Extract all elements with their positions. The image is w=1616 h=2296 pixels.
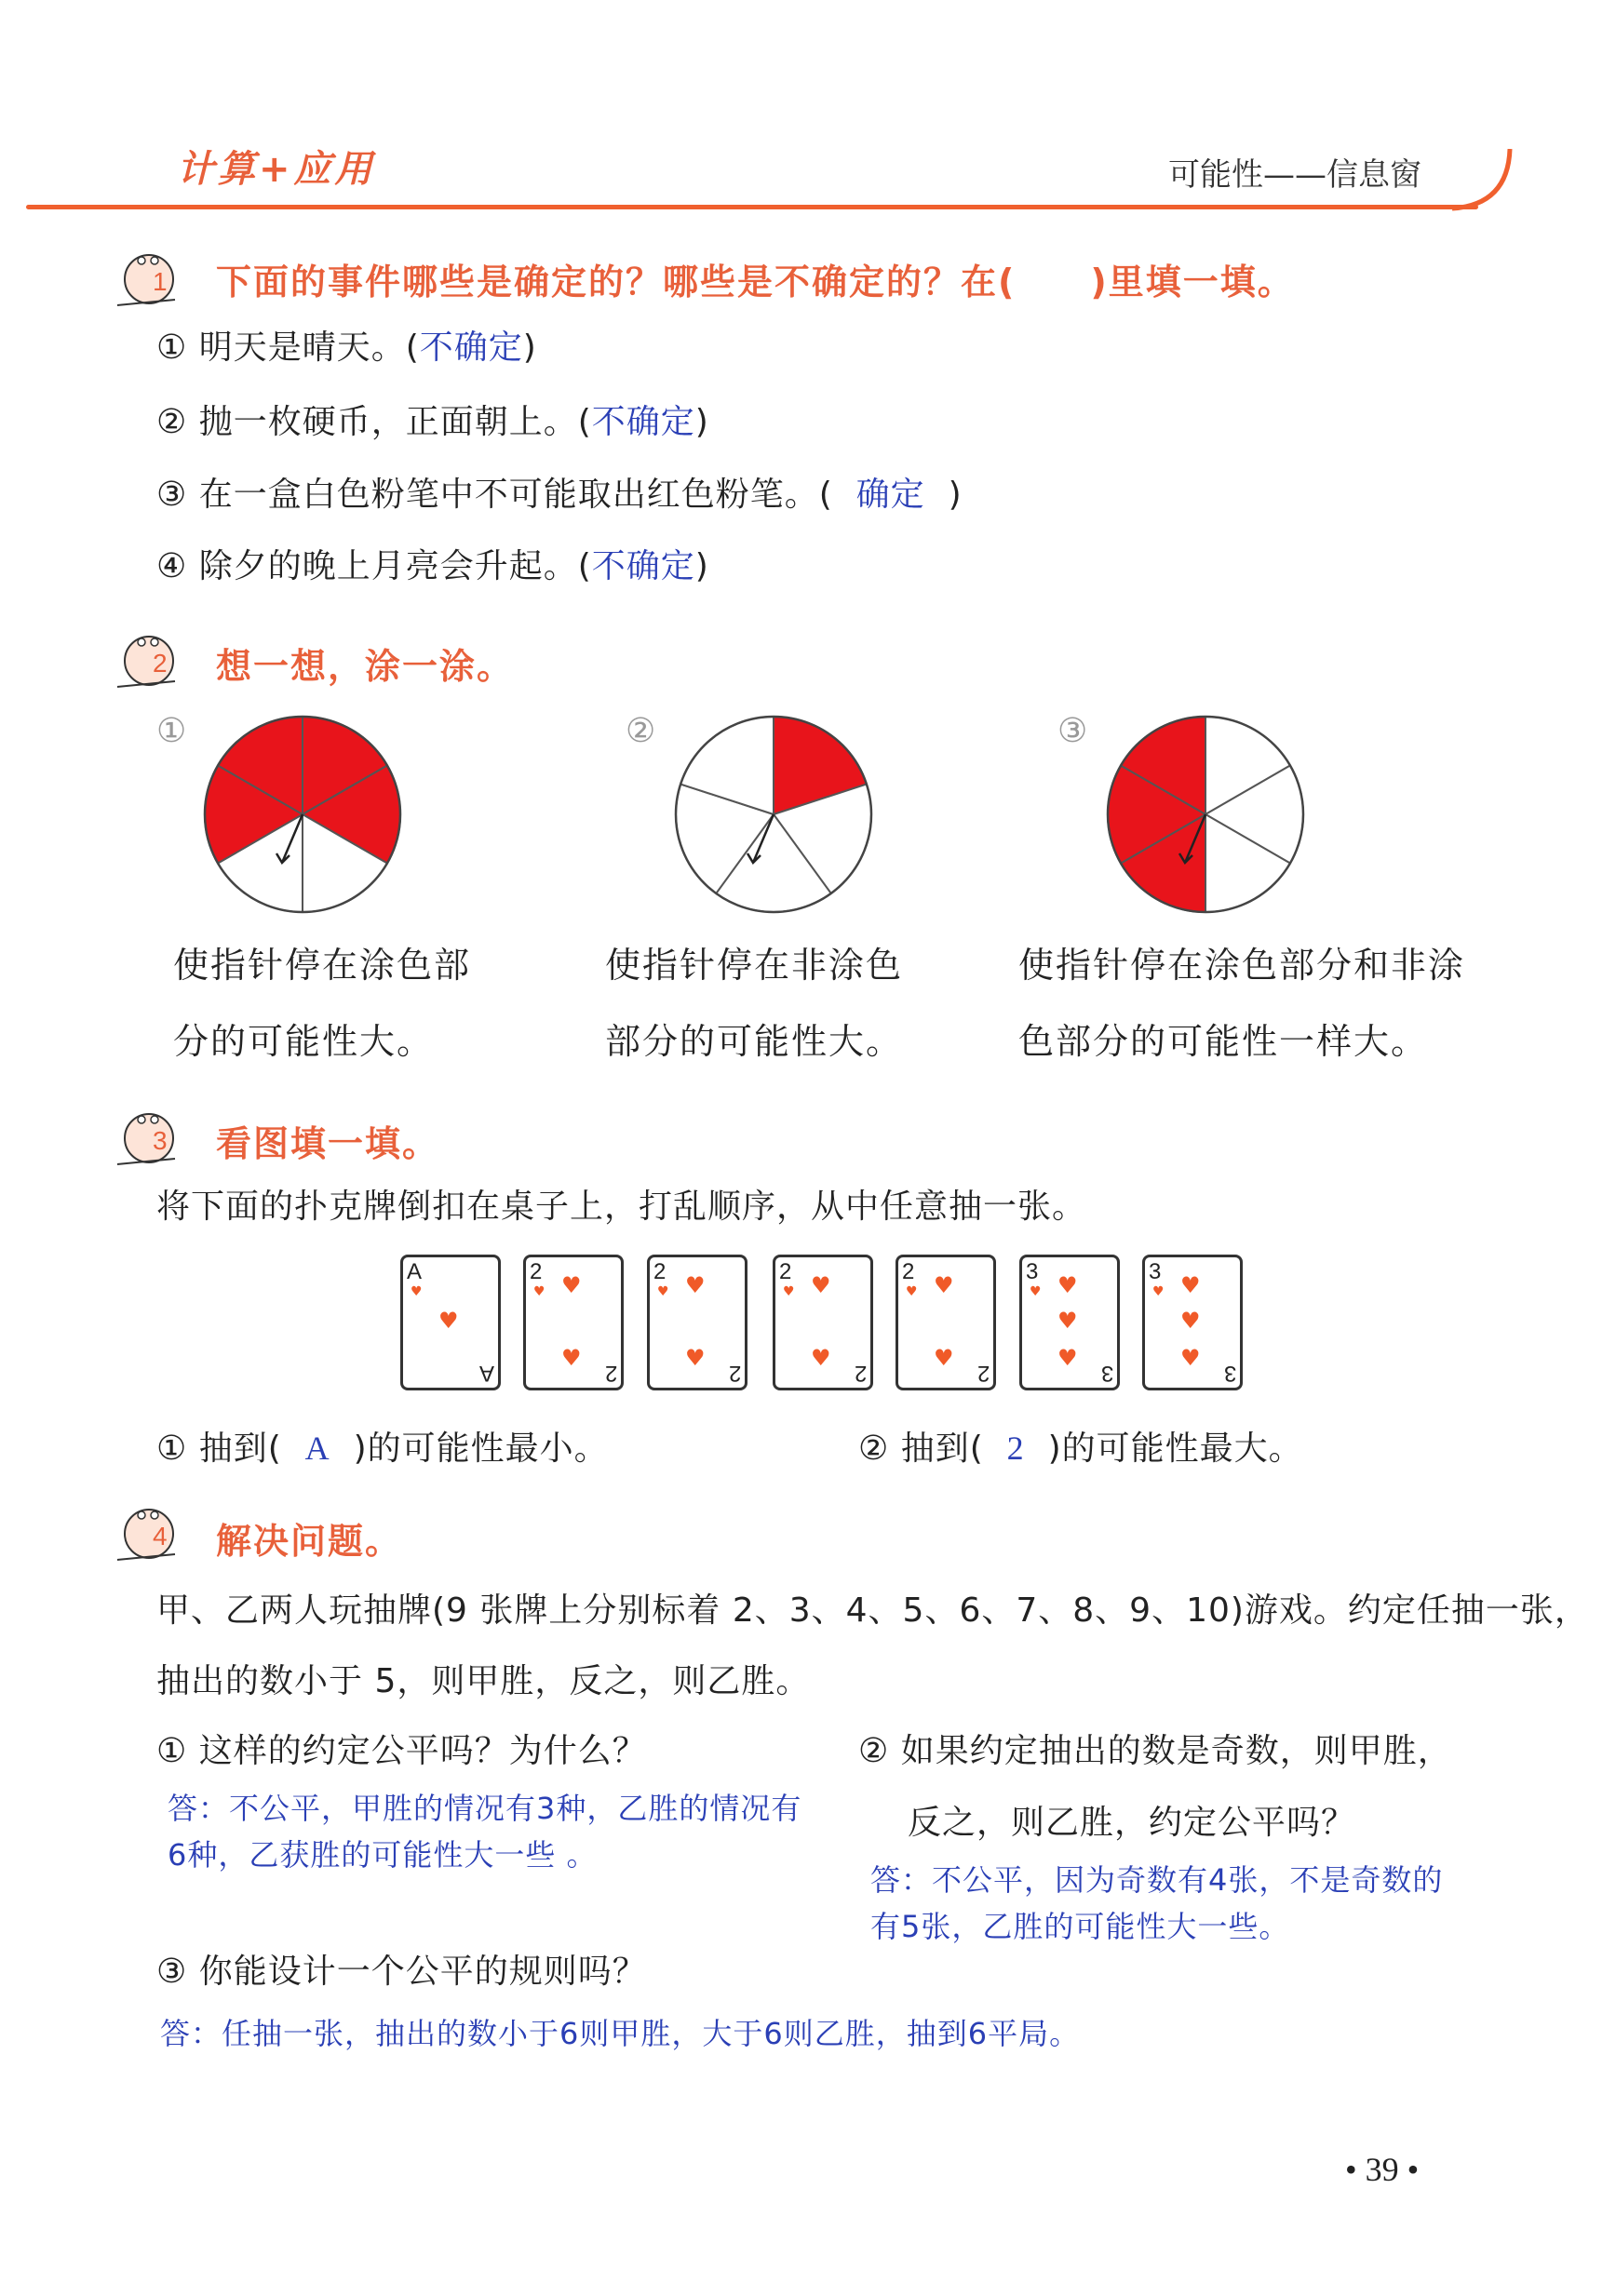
heart-icon: ♥ bbox=[906, 1284, 918, 1299]
heart-icon: ♥ bbox=[1057, 1272, 1078, 1298]
heart-icon: ♥ bbox=[934, 1345, 954, 1371]
card-rank: 2 bbox=[779, 1259, 792, 1284]
playing-card bbox=[1019, 1255, 1120, 1390]
q4-sub3-answer: 答：任抽一张，抽出的数小于6则甲胜，大于6则乙胜，抽到6平局。 bbox=[160, 2016, 1081, 2051]
q1-item-2: ② 抛一枚硬币，正面朝上。(不确定) bbox=[156, 403, 709, 441]
spinner-2 bbox=[667, 707, 881, 921]
q1-answer-4: 不确定 bbox=[591, 547, 695, 584]
heart-icon: ♥ bbox=[561, 1345, 582, 1371]
q4-sub2-question-1: ② 如果约定抽出的数是奇数，则甲胜， bbox=[858, 1732, 1452, 1770]
q1-answer-2: 不确定 bbox=[591, 403, 695, 440]
card-rank: 3 bbox=[1149, 1259, 1162, 1284]
card-rank: 2 bbox=[530, 1259, 543, 1284]
q2-title: 想一想，涂一涂。 bbox=[216, 646, 515, 687]
header-curve bbox=[1452, 149, 1527, 214]
spinner-2-caption: 使指针停在非涂色 部分的可能性大。 bbox=[605, 945, 904, 1062]
q1-answer-1: 不确定 bbox=[419, 329, 523, 366]
page-number: • 39 • bbox=[1345, 2151, 1420, 2188]
spinner-1 bbox=[195, 707, 410, 921]
svg-text:3: 3 bbox=[153, 1126, 168, 1155]
heart-icon: ♥ bbox=[811, 1272, 831, 1298]
playing-card bbox=[523, 1255, 624, 1390]
bird-badge-icon bbox=[114, 1498, 179, 1564]
heart-icon: ♥ bbox=[685, 1345, 706, 1371]
q1-answer-3: 确定 bbox=[855, 476, 925, 513]
heart-icon: ♥ bbox=[1057, 1308, 1078, 1334]
card-rank: 2 bbox=[653, 1259, 667, 1284]
spinner-3-marker: ③ bbox=[1057, 712, 1089, 750]
header-category: 计算+应用 bbox=[177, 148, 376, 191]
playing-card bbox=[647, 1255, 747, 1390]
q3-answer-1: ① 抽到( A )的可能性最小。 bbox=[156, 1430, 609, 1468]
heart-icon: ♥ bbox=[533, 1284, 545, 1299]
header-topic: 可能性——信息窗 bbox=[1168, 156, 1421, 194]
heart-icon: ♥ bbox=[685, 1272, 706, 1298]
q3-intro: 将下面的扑克牌倒扣在桌子上，打乱顺序，从中任意抽一张。 bbox=[156, 1188, 1087, 1226]
card-rank: A bbox=[407, 1259, 423, 1284]
q4-sub1-answer-1: 答：不公平，甲胜的情况有3种，乙胜的情况有 bbox=[168, 1791, 802, 1826]
heart-icon: ♥ bbox=[438, 1308, 459, 1334]
q4-title: 解决问题。 bbox=[216, 1521, 403, 1562]
bird-badge-icon bbox=[114, 244, 179, 309]
q4-intro-2: 抽出的数小于 5，则甲胜，反之，则乙胜。 bbox=[156, 1662, 811, 1700]
bird-badge-icon bbox=[114, 625, 179, 691]
svg-text:4: 4 bbox=[153, 1522, 168, 1551]
playing-card bbox=[1142, 1255, 1243, 1390]
spinner-1-caption: 使指针停在涂色部 分的可能性大。 bbox=[173, 945, 472, 1062]
q4-sub3-question: ③ 你能设计一个公平的规则吗？ bbox=[156, 1953, 647, 1991]
heart-icon: ♥ bbox=[561, 1272, 582, 1298]
q1-item-1: ① 明天是晴天。(不确定) bbox=[156, 329, 537, 367]
spinner-3 bbox=[1098, 707, 1313, 921]
q3-title: 看图填一填。 bbox=[216, 1123, 440, 1164]
card-rank: 2 bbox=[604, 1361, 617, 1386]
heart-icon: ♥ bbox=[1152, 1284, 1165, 1299]
svg-text:2: 2 bbox=[153, 649, 168, 678]
card-rank: A bbox=[478, 1361, 494, 1386]
spinner-1-marker: ① bbox=[156, 712, 188, 750]
q3-answer-2: ② 抽到( 2 )的可能性最大。 bbox=[858, 1430, 1303, 1468]
q4-sub1-answer-2: 6种，乙获胜的可能性大一些 。 bbox=[168, 1837, 598, 1873]
q4-sub2-answer-1: 答：不公平，因为奇数有4张，不是奇数的 bbox=[870, 1862, 1444, 1898]
card-rank: 3 bbox=[1026, 1259, 1039, 1284]
spinner-3-caption: 使指针停在涂色部分和非涂 色部分的可能性一样大。 bbox=[1018, 945, 1466, 1062]
card-rank: 2 bbox=[728, 1361, 741, 1386]
bird-badge-icon bbox=[114, 1103, 179, 1168]
header-divider bbox=[26, 205, 1478, 209]
heart-icon: ♥ bbox=[1180, 1345, 1201, 1371]
spinner-2-marker: ② bbox=[626, 712, 657, 750]
q1-item-4: ④ 除夕的晚上月亮会升起。(不确定) bbox=[156, 547, 709, 585]
card-rank: 2 bbox=[976, 1361, 990, 1386]
q4-sub2-answer-2: 有5张，乙胜的可能性大一些。 bbox=[870, 1909, 1290, 1944]
heart-icon: ♥ bbox=[1057, 1345, 1078, 1371]
card-rank: 3 bbox=[1100, 1361, 1113, 1386]
heart-icon: ♥ bbox=[811, 1345, 831, 1371]
heart-icon: ♥ bbox=[411, 1284, 423, 1299]
playing-card bbox=[773, 1255, 873, 1390]
q4-sub1-question: ① 这样的约定公平吗？为什么？ bbox=[156, 1732, 647, 1770]
card-rank: 2 bbox=[854, 1361, 867, 1386]
q4-intro-1: 甲、乙两人玩抽牌(9 张牌上分别标着 2、3、4、5、6、7、8、9、10)游戏。约定任抽一张， bbox=[156, 1591, 1589, 1630]
playing-card bbox=[896, 1255, 996, 1390]
heart-icon: ♥ bbox=[783, 1284, 795, 1299]
heart-icon: ♥ bbox=[1030, 1284, 1042, 1299]
q1-title: 下面的事件哪些是确定的？哪些是不确定的？在( )里填一填。 bbox=[216, 262, 1295, 302]
q1-item-3: ③ 在一盒白色粉笔中不可能取出红色粉笔。( 确定 ) bbox=[156, 476, 963, 514]
playing-card bbox=[400, 1255, 501, 1390]
heart-icon: ♥ bbox=[934, 1272, 954, 1298]
heart-icon: ♥ bbox=[1180, 1272, 1201, 1298]
card-rank: 3 bbox=[1223, 1361, 1236, 1386]
card-rank: 2 bbox=[902, 1259, 915, 1284]
q4-sub2-question-2: 反之，则乙胜，约定公平吗？ bbox=[908, 1804, 1356, 1842]
heart-icon: ♥ bbox=[657, 1284, 669, 1299]
svg-text:1: 1 bbox=[153, 267, 168, 296]
heart-icon: ♥ bbox=[1180, 1308, 1201, 1334]
